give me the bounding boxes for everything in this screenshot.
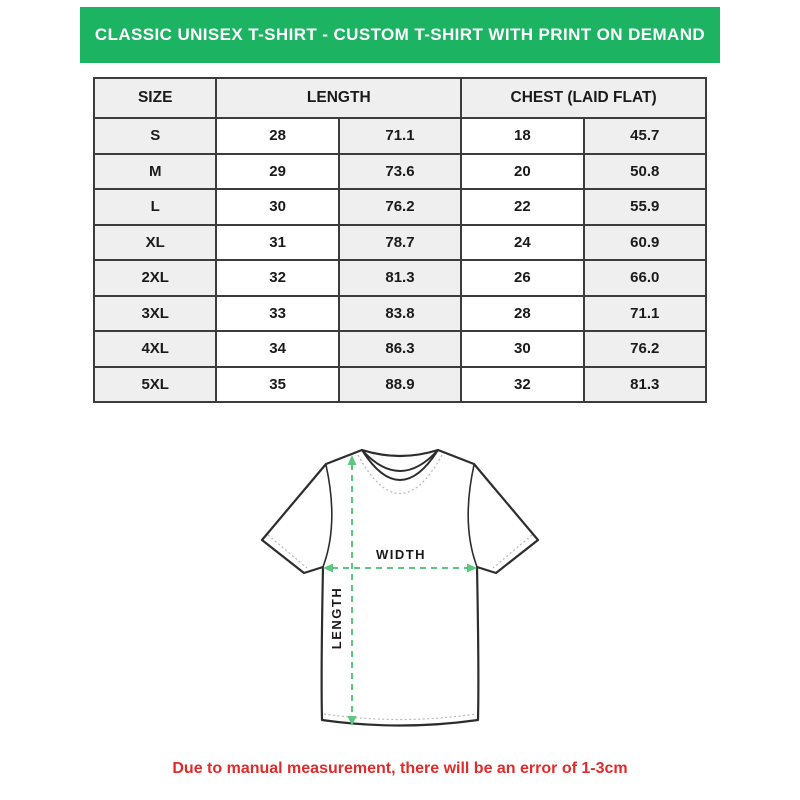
cell-length-in: 30	[216, 189, 338, 225]
cell-chest-in: 30	[461, 331, 583, 367]
cell-chest-cm: 50.8	[584, 154, 706, 190]
tshirt-svg	[258, 438, 542, 738]
cell-size: S	[94, 118, 216, 154]
col-header-chest: CHEST (LAID FLAT)	[461, 78, 706, 118]
cell-length-cm: 88.9	[339, 367, 461, 403]
cell-length-in: 34	[216, 331, 338, 367]
cell-chest-cm: 60.9	[584, 225, 706, 261]
table-row	[94, 118, 706, 154]
cell-length-in: 32	[216, 260, 338, 296]
cell-length-in: 29	[216, 154, 338, 190]
table-row	[94, 189, 706, 225]
cell-chest-in: 22	[461, 189, 583, 225]
cell-size: XL	[94, 225, 216, 261]
table-row	[94, 331, 706, 367]
cell-chest-in: 20	[461, 154, 583, 190]
length-label: LENGTH	[329, 586, 344, 650]
cell-chest-in: 28	[461, 296, 583, 332]
cell-chest-cm: 66.0	[584, 260, 706, 296]
table-row	[94, 296, 706, 332]
cell-chest-in: 18	[461, 118, 583, 154]
cell-length-in: 28	[216, 118, 338, 154]
tshirt-outline	[262, 450, 538, 726]
cell-chest-in: 24	[461, 225, 583, 261]
size-table	[93, 77, 707, 403]
cell-length-cm: 81.3	[339, 260, 461, 296]
cell-length-cm: 83.8	[339, 296, 461, 332]
cell-chest-cm: 81.3	[584, 367, 706, 403]
table-row	[94, 154, 706, 190]
cell-length-cm: 86.3	[339, 331, 461, 367]
cell-size: 2XL	[94, 260, 216, 296]
measurement-error-note: Due to manual measurement, there will be an error of 1-3cm	[172, 760, 628, 777]
table-header-row	[94, 78, 706, 118]
cell-chest-cm: 76.2	[584, 331, 706, 367]
cell-chest-in: 26	[461, 260, 583, 296]
cell-length-cm: 71.1	[339, 118, 461, 154]
cell-size: L	[94, 189, 216, 225]
cell-chest-cm: 45.7	[584, 118, 706, 154]
table-row	[94, 225, 706, 261]
tshirt-measurement-diagram	[258, 438, 542, 738]
cell-size: 3XL	[94, 296, 216, 332]
width-label: WIDTH	[375, 547, 427, 562]
cell-length-cm: 73.6	[339, 154, 461, 190]
col-header-length: LENGTH	[216, 78, 461, 118]
cell-length-in: 35	[216, 367, 338, 403]
col-header-size: SIZE	[94, 78, 216, 118]
cell-length-in: 31	[216, 225, 338, 261]
cell-chest-cm: 71.1	[584, 296, 706, 332]
table-row	[94, 367, 706, 403]
page-title: CLASSIC UNISEX T-SHIRT - CUSTOM T-SHIRT WITH PRINT ON DEMAND	[94, 25, 706, 44]
title-banner	[80, 7, 720, 63]
table-row	[94, 260, 706, 296]
cell-size: 4XL	[94, 331, 216, 367]
cell-length-cm: 76.2	[339, 189, 461, 225]
cell-size: 5XL	[94, 367, 216, 403]
cell-size: M	[94, 154, 216, 190]
cell-chest-in: 32	[461, 367, 583, 403]
cell-chest-cm: 55.9	[584, 189, 706, 225]
cell-length-cm: 78.7	[339, 225, 461, 261]
cell-length-in: 33	[216, 296, 338, 332]
